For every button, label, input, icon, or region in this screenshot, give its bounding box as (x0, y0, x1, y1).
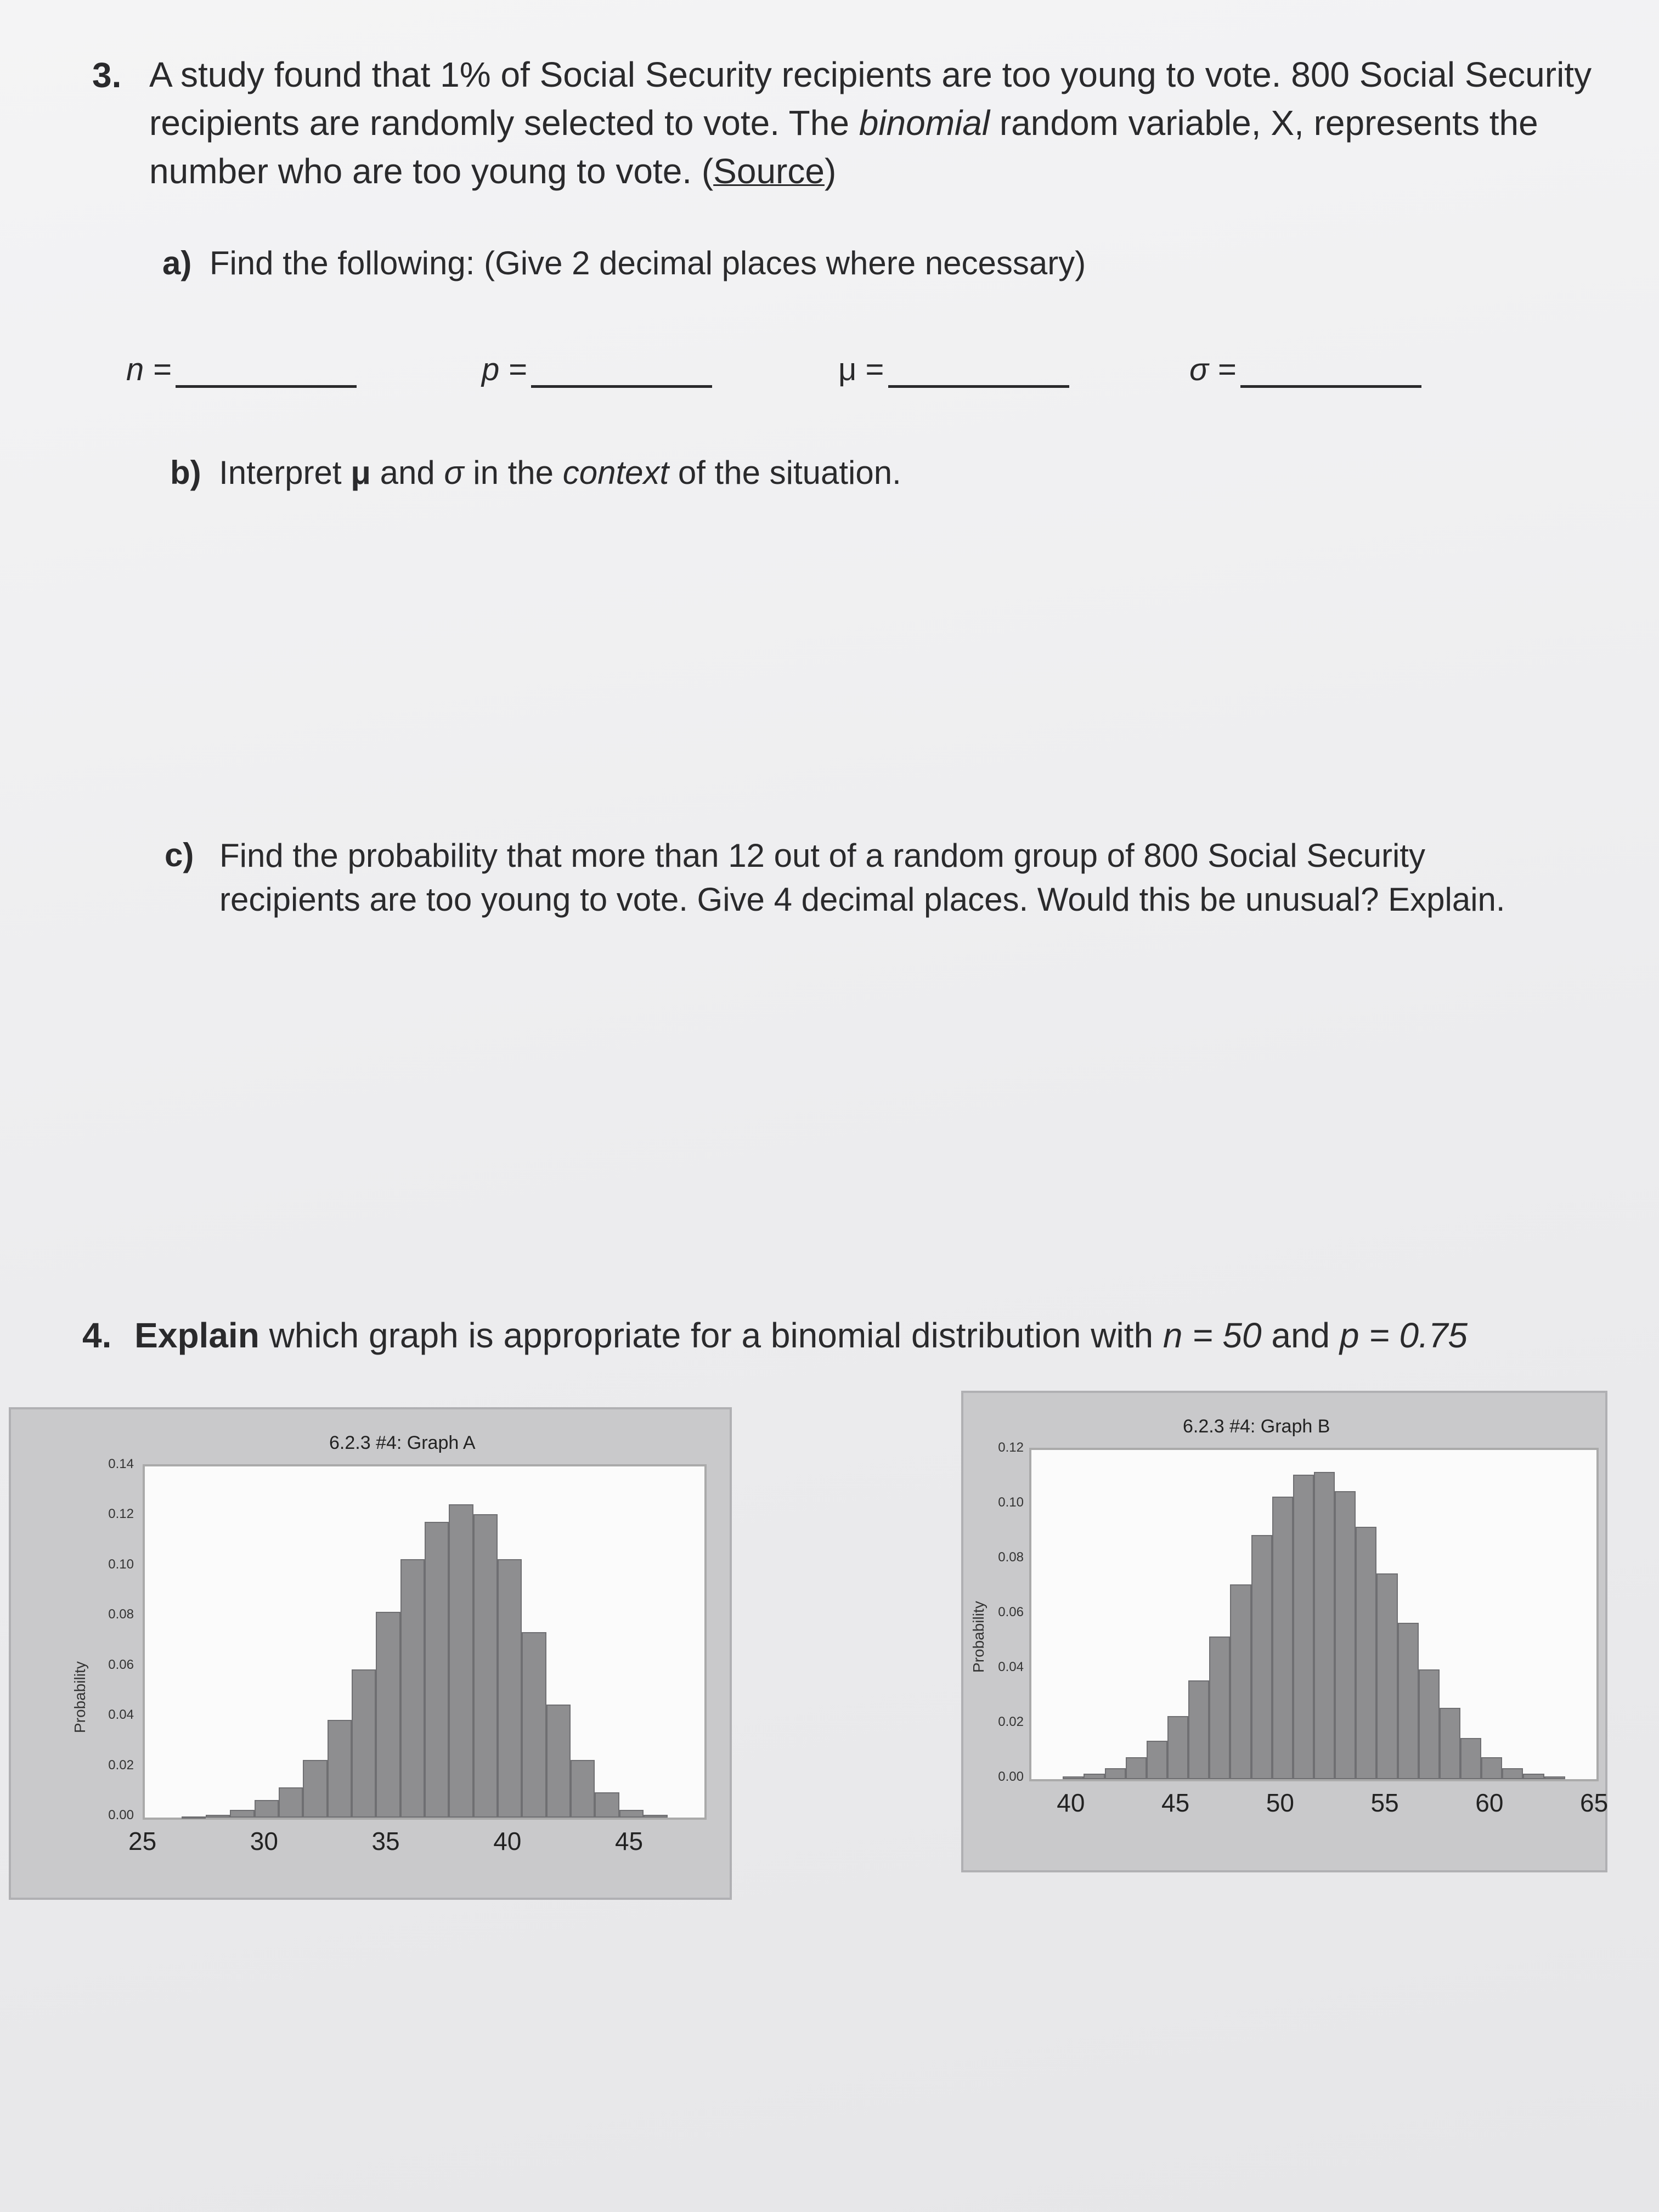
question-4-bold: Explain (134, 1316, 259, 1355)
graph-b-x-tick: 55 (1370, 1788, 1399, 1817)
graph-a-bar (473, 1514, 498, 1818)
answer-line[interactable] (176, 359, 357, 388)
graph-b-x-axis (1029, 1788, 1609, 1826)
graph-b-bar (1084, 1774, 1104, 1779)
graph-a-bar (546, 1705, 571, 1818)
graph-a-x-tick: 45 (614, 1827, 644, 1855)
graph-a-bar (230, 1810, 254, 1818)
question-3-line-3: number who are too young to vote. (Source) (149, 151, 837, 191)
graph-b-x-tick: 65 (1580, 1788, 1609, 1817)
graph-a-bar (255, 1800, 279, 1818)
graph-b-bar (1251, 1535, 1272, 1779)
graph-b-y-tick: 0.00 (998, 1769, 1024, 1784)
graph-a-x-axis (128, 1826, 702, 1865)
graph-b-x-tick: 60 (1475, 1788, 1504, 1817)
graph-b-bar (1272, 1497, 1293, 1779)
blank-mu[interactable]: μ = (838, 351, 1069, 388)
graph-a-bar (571, 1760, 595, 1818)
graph-b-bar (1147, 1741, 1167, 1779)
graph-a-plot (143, 1464, 707, 1820)
graph-b-bar (1398, 1623, 1419, 1779)
graph-a-bar (619, 1810, 644, 1818)
graph-b-bar (1523, 1774, 1544, 1779)
graph-b-bar (1126, 1757, 1147, 1779)
graph-a-bar (206, 1815, 230, 1818)
answer-line[interactable] (888, 359, 1069, 388)
graph-b-y-tick: 0.06 (998, 1605, 1024, 1620)
part-c-label: c) (165, 837, 194, 873)
question-3-text (149, 50, 1630, 195)
part-b-text: Interpret μ and σ in the context of the situation. (219, 454, 901, 491)
graph-b-bar (1314, 1472, 1335, 1779)
graph-b-bar (1460, 1738, 1481, 1779)
graph-a-bar (595, 1792, 619, 1818)
graph-b-bar (1481, 1757, 1502, 1779)
part-a-label: a) (162, 245, 192, 281)
graph-b-bar (1544, 1776, 1565, 1779)
graph-a-title: 6.2.3 #4: Graph A (329, 1432, 476, 1453)
graph-a-y-axis (77, 1457, 137, 1822)
graph-b-title: 6.2.3 #4: Graph B (1183, 1416, 1330, 1437)
graph-a-bar (449, 1504, 473, 1818)
graph-a-y-tick: 0.10 (108, 1556, 134, 1572)
part-a-text: Find the following: (Give 2 decimal places where necessary) (209, 245, 1086, 281)
graph-a-x-tick: 40 (493, 1827, 522, 1855)
graph-b-y-tick: 0.02 (998, 1714, 1024, 1729)
graph-b-y-tick: 0.12 (998, 1440, 1024, 1455)
graph-a-y-tick: 0.00 (108, 1808, 134, 1822)
blank-n[interactable]: n = (126, 351, 357, 388)
graph-a-y-tick: 0.14 (108, 1457, 134, 1471)
graph-a-x-tick: 30 (250, 1827, 278, 1855)
graph-b-bar (1230, 1584, 1251, 1779)
part-c-text: Find the probability that more than 12 out of a random group of 800 Social Security recipients are too young to vote. Give 4 decimal places. Would this be unusual? Explain. (219, 837, 1505, 918)
graph-b-bar (1356, 1527, 1376, 1779)
question-3-number: 3. (92, 55, 122, 95)
blank-sigma[interactable]: σ = (1189, 351, 1421, 388)
graph-a-y-tick: 0.02 (108, 1757, 134, 1773)
graph-b-bar (1209, 1637, 1230, 1779)
part-a (162, 241, 1086, 285)
graph-b-bar (1376, 1573, 1397, 1779)
blank-p[interactable]: p = (482, 351, 712, 388)
graph-b-bar (1419, 1669, 1440, 1779)
graph-a-bar (498, 1559, 522, 1818)
graph-b-bar (1063, 1776, 1084, 1779)
part-b (170, 451, 901, 495)
graph-b-bar (1105, 1768, 1126, 1779)
graph-b-x-tick: 45 (1161, 1788, 1190, 1817)
graph-b-bar (1188, 1680, 1209, 1779)
graph-b-y-axis (985, 1440, 1027, 1784)
part-b-label: b) (170, 454, 201, 491)
graph-a-bar (644, 1815, 668, 1818)
graph-a-panel (9, 1407, 732, 1900)
graph-a-ylabel: Probability (71, 1661, 88, 1733)
graph-a-bar (182, 1816, 206, 1819)
graph-a-y-tick: 0.12 (108, 1506, 134, 1522)
part-c (165, 834, 1569, 922)
source-link[interactable]: Source (713, 151, 825, 191)
graph-a-bar (328, 1720, 352, 1818)
answer-line[interactable] (1240, 359, 1421, 388)
graph-a-bar (279, 1787, 303, 1818)
graph-a-bar (425, 1522, 449, 1818)
graph-a-bar (376, 1612, 400, 1818)
question-4-number: 4. (82, 1316, 112, 1355)
graph-a-bar (522, 1632, 546, 1818)
graph-b-bar (1502, 1768, 1523, 1779)
graph-b-bar (1440, 1708, 1460, 1779)
graph-b-plot (1029, 1448, 1599, 1781)
graph-b-bar (1335, 1491, 1356, 1779)
graph-a-y-tick: 0.06 (108, 1657, 134, 1672)
graph-b-x-tick: 40 (1057, 1788, 1085, 1817)
graph-b-ylabel: Probability (970, 1601, 987, 1673)
question-4: 4. Explain which graph is appropriate for a binomial distribution with n = 50 and p = 0.75 (82, 1316, 1468, 1355)
graph-b-y-tick: 0.04 (998, 1660, 1024, 1674)
graph-b-bar (1293, 1475, 1314, 1779)
graph-a-bar (352, 1669, 376, 1818)
graph-b-bar (1167, 1716, 1188, 1779)
graph-b-y-tick: 0.08 (998, 1550, 1024, 1565)
graph-b-panel (961, 1391, 1607, 1872)
graph-a-x-tick: 25 (128, 1827, 157, 1855)
graph-b-x-tick: 50 (1266, 1788, 1294, 1817)
graph-a-bar (400, 1559, 425, 1818)
answer-line[interactable] (531, 359, 712, 388)
question-3-line-2: recipients are randomly selected to vote. The binomial random variable, X, represents the (149, 103, 1538, 143)
graph-a-y-tick: 0.04 (108, 1707, 134, 1723)
question-3-line-1: A study found that 1% of Social Security recipients are too young to vote. 800 Social Security (149, 55, 1592, 94)
graph-b-y-tick: 0.10 (998, 1495, 1024, 1510)
graph-a-bar (303, 1760, 327, 1818)
graph-a-x-tick: 35 (371, 1827, 400, 1855)
graph-a-y-tick: 0.08 (108, 1607, 134, 1622)
